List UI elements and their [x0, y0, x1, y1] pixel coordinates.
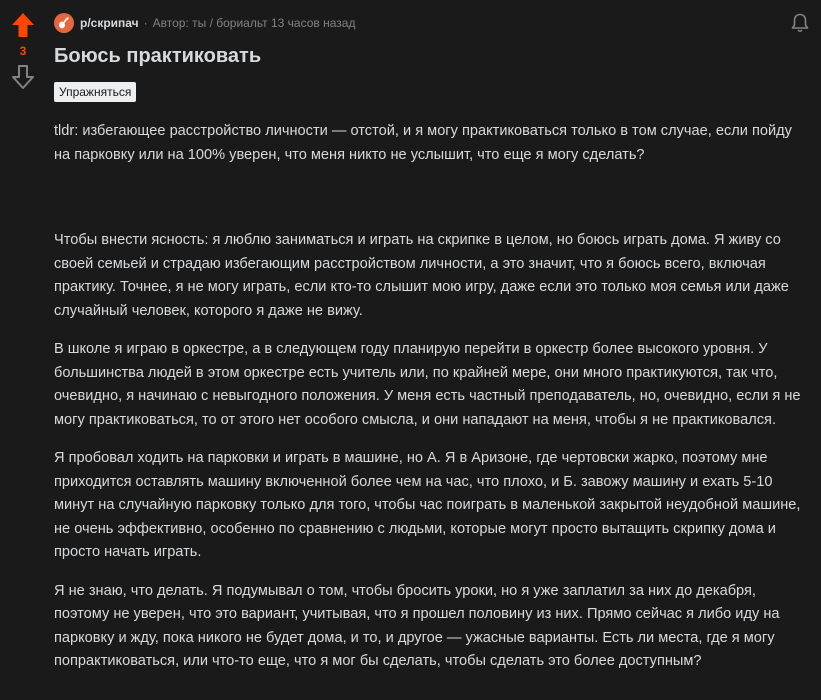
body-paragraph: tldr: избегающее расстройство личности — отстой, и я могу практиковаться только в том случае, если пойду на парковку или на 100% уверен, что меня никто не услышит, что еще я могу сделать? [54, 123, 792, 163]
paragraph-spacer [54, 182, 804, 229]
downvote-arrow-icon[interactable] [11, 64, 35, 90]
post-meta: Автор: ты / бориальт 13 часов назад [152, 16, 356, 30]
upvote-arrow-icon[interactable] [11, 12, 35, 38]
body-paragraph: Я пробовал ходить на парковки и играть в машине, но А. Я в Аризоне, где чертовски жарко, поэтому мне приходится оставлять машину включенной более чем на час, что плохо, и Б. завожу машину и ехать 5-10 минут на случайную парковку только для того, чтобы час поиграть в маленькой закрытой неудобной машине, не очень эффективно, особенно по сравнению с людьми, которые могут просто вытащить скрипку дома и просто начать играть. [54, 450, 801, 560]
body-paragraph: Чтобы внести ясность: я люблю заниматься и играть на скрипке в целом, но боюсь играть дома. Я живу со своей семьей и страдаю избегающим расстройством личности, а это значит, что я боюсь всего, включая практику. Точнее, я не могу играть, если кто-то слышит мою игру, даже если это только моя семья или даже случайный человек, которого я даже не вижу. [54, 232, 789, 319]
post-body [54, 120, 804, 689]
vote-column [0, 0, 46, 90]
post-header [54, 11, 355, 35]
body-paragraph: Я не знаю, что делать. Я подумывал о том, чтобы бросить уроки, но я уже заплатил за них до декабря, поэтому не уверен, что это вариант, учитывая, что я прошел половину из них. Прямо сейчас я либо иду на парковку и жду, пока никого не будет дома, и то, и другое — ужасные варианты. Есть ли места, где я могу попрактиковаться, или что-то еще, что я мог бы сделать, чтобы сделать это более доступным? [54, 582, 780, 669]
post-title[interactable]: Боюсь практиковать [54, 45, 262, 67]
vote-score: 3 [19, 44, 27, 58]
separator-dot: · [143, 16, 148, 30]
body-paragraph: В школе я играю в оркестре, а в следующем году планирую перейти в оркестр более высокого уровня. У большинства людей в этом оркестре есть учитель или, по крайней мере, они много практикуются, так что, очевидно, я начинаю с невыгодного положения. У меня есть частный преподаватель, но, очевидно, если я не могу практиковаться, то от этого нет особого смысла, и они нападают на меня, чтобы я не практиковался. [54, 341, 801, 428]
post-flair[interactable]: Упражняться [54, 82, 136, 102]
violin-icon[interactable] [54, 13, 74, 33]
bell-icon[interactable] [789, 12, 811, 34]
subreddit-link[interactable]: р/скрипач [80, 16, 139, 30]
